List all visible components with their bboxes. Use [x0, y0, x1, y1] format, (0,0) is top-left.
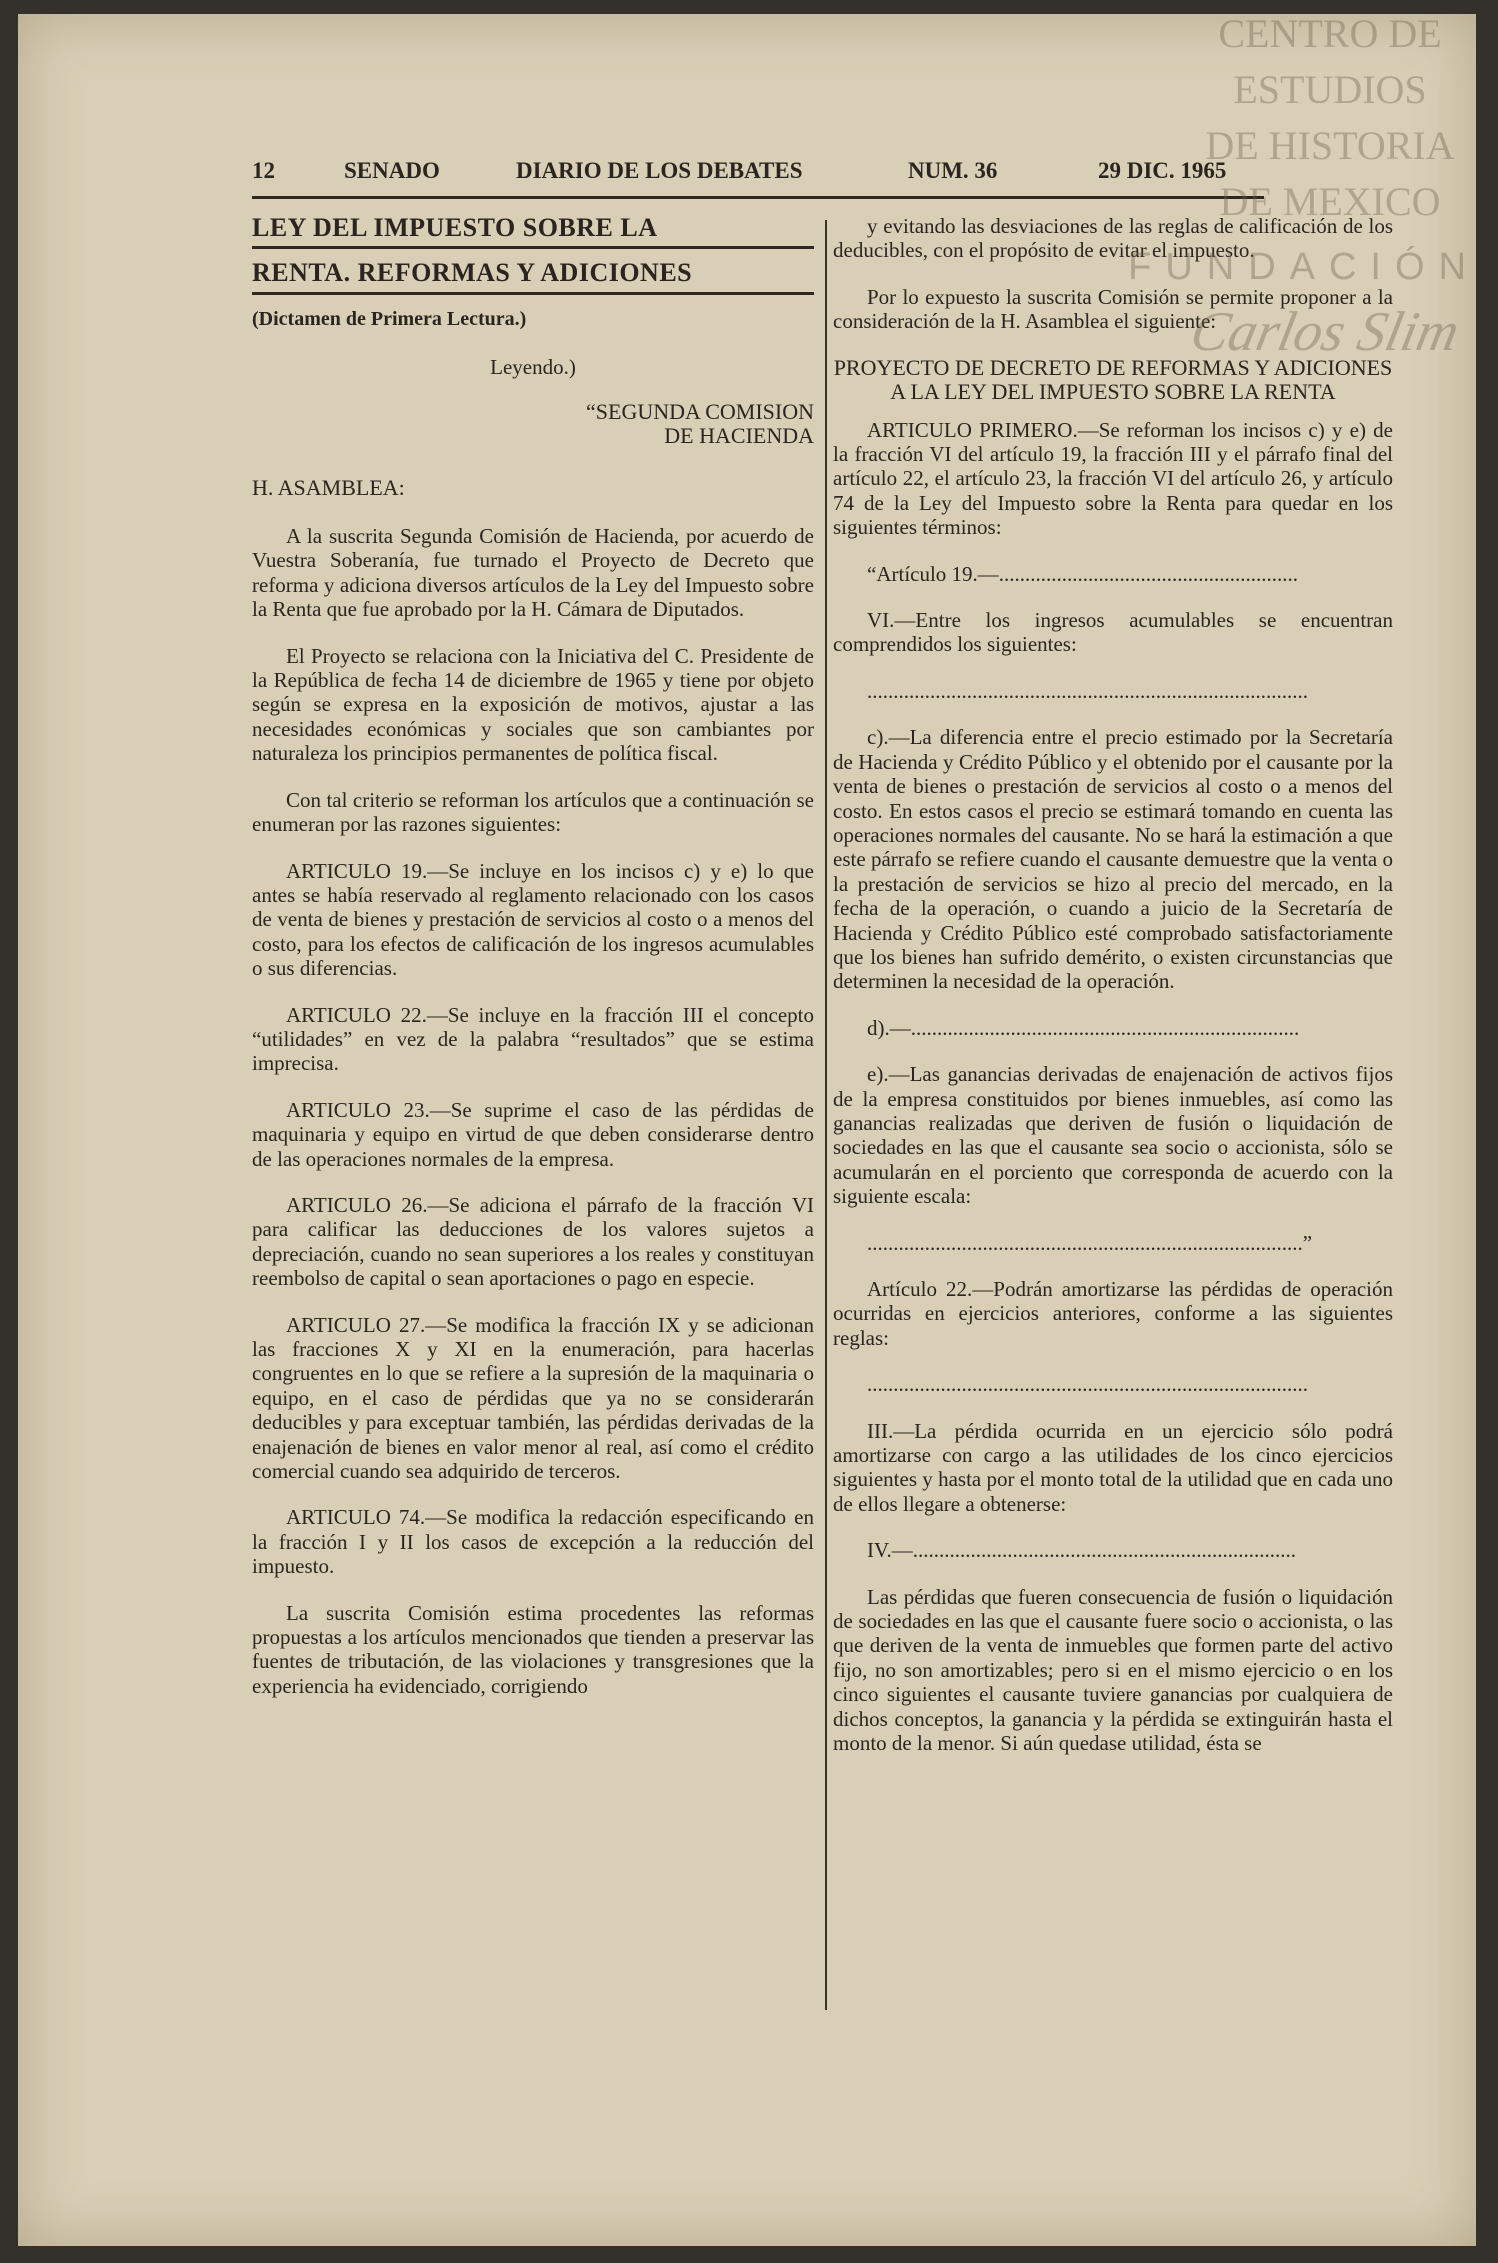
commission-line-1: “SEGUNDA COMISION: [586, 398, 814, 424]
paragraph: La suscrita Comisión estima procedentes las reformas propuestas a los artículos mencionados que tienden a preservar las fuentes de tributación, de las violaciones y transgresiones que la experiencia ha evidenciado, corrigiendo: [252, 1600, 814, 1698]
paragraph: Por lo expuesto la suscrita Comisión se permite proponer a la consideración de la H. Asamblea el siguiente:: [833, 284, 1393, 334]
column-divider: [825, 220, 827, 2010]
article-title-line-2: RENTA. REFORMAS Y ADICIONES: [252, 259, 814, 294]
reading-note: Leyendo.): [490, 355, 576, 380]
paragraph: IV.—.........................................................................: [867, 1538, 1296, 1563]
paragraph: ...................................................................................”: [867, 1230, 1313, 1255]
paragraph: c).—La diferencia entre el precio estimado por la Secretaría de Hacienda y Crédito Público y el obtenido por el causante por la venta de bienes o prestación de servicios al costo o a menos del costo. En estos casos el precio se estimará tomando en cuenta las operaciones normales del causante. No se hará la estimación a que este párrafo se refiere cuando el causante demuestre que la venta o la prestación de servicios se hizo al precio del mercado, en la fecha de la operación, o cuando a juicio de la Secretaría de Hacienda y Crédito Público esté comprobado satisfactoriamente que los bienes han sufrido demérito, o existen circunstancias que determinen la necesidad de la operación.: [833, 725, 1393, 994]
watermark-line: DE HISTORIA: [1205, 123, 1455, 168]
right-column: [833, 214, 1393, 1778]
paragraph: ARTICULO 27.—Se modifica la fracción IX y se adicionan las fracciones X y XI en la enumeración, para hacerlas congruentes en lo que se refiere a la supresión de la maquinaria o equipo, en el caso de pérdidas que ya no se considerarán deducibles y para exceptuar también, las pérdidas derivadas de la enajenación de bienes en valor menor al real, así como el crédito comercial cuando sea adquirido de terceros.: [252, 1312, 814, 1484]
page-number: 12: [252, 158, 275, 183]
paragraph: ARTICULO 26.—Se adiciona el párrafo de la fracción VI para calificar las deducciones de los valores sujetos a depreciación, cuando no sean superiores a los reales y constituyan reembolso de capital o sean aportaciones o pago en especie.: [252, 1192, 814, 1291]
paragraph: ....................................................................................: [867, 1372, 1308, 1397]
watermark-line: CENTRO DE: [1218, 11, 1442, 56]
paragraph: d).—..........................................................................: [867, 1015, 1300, 1040]
paragraph: ARTICULO PRIMERO.—Se reforman los incisos c) y e) de la fracción VI del artículo 19, la fracción III y el párrafo final del artículo 22, el artículo 23, la fracción VI del artículo 26, y artículo 74 de la Ley del Impuesto sobre la Renta para quedar en los siguientes términos:: [833, 417, 1393, 540]
header-rule: [252, 196, 1264, 199]
paragraph: A la suscrita Segunda Comisión de Hacienda, por acuerdo de Vuestra Soberanía, fue turnado el Proyecto de Decreto que reforma y adiciona diversos artículos de la Ley del Impuesto sobre la Renta que fue aprobado por la H. Cámara de Diputados.: [252, 524, 814, 622]
watermark-foundation: FUNDACIÓN: [1128, 246, 1480, 288]
publication-name: DIARIO DE LOS DEBATES: [516, 158, 803, 183]
page-header: [252, 158, 1272, 192]
paragraph: Con tal criterio se reforman los artículos que a continuación se enumeran por las razones siguientes:: [252, 787, 814, 837]
paragraph: y evitando las desviaciones de las reglas de calificación de los deducibles, con el propósito de evitar el impuesto.: [833, 214, 1393, 263]
issue-number: NUM. 36: [908, 158, 998, 183]
right-paragraphs: [833, 418, 1393, 1756]
paragraph: ARTICULO 19.—Se incluye en los incisos c) y e) lo que antes se había reservado al reglamento relacionado con los casos de venta de bienes y prestación de servicios al costo o a menos del costo, para los efectos de calificación de los ingresos acumulables o sus diferencias.: [252, 858, 814, 981]
article-subtitle: (Dictamen de Primera Lectura.): [252, 307, 527, 330]
salutation: H. ASAMBLEA:: [252, 474, 405, 500]
paragraph: ARTICULO 74.—Se modifica la redacción especificando en la fracción I y II los casos de excepción a la reducción del impuesto.: [252, 1505, 814, 1579]
paragraph: ARTICULO 23.—Se suprime el caso de las pérdidas de maquinaria y equipo en virtud de que deben considerarse dentro de las operaciones normales de la empresa.: [252, 1097, 814, 1171]
paragraph: e).—Las ganancias derivadas de enajenación de activos fijos de la empresa constituidos por bienes inmuebles, así como las ganancias realizadas que deriven de fusión o liquidación de sociedades en las que el causante sea socio o accionista, sólo se acumularán en el porciento que corresponda de acuerdo con la siguiente escala:: [833, 1062, 1393, 1209]
paragraph: ARTICULO 22.—Se incluye en la fracción III el concepto “utilidades” en vez de la palabra “resultados” que se estima imprecisa.: [252, 1002, 814, 1076]
paragraph: Artículo 22.—Podrán amortizarse las pérdidas de operación ocurridas en ejercicios anteriores, conforme a las siguientes reglas:: [833, 1277, 1393, 1350]
commission-line-2: DE HACIENDA: [664, 422, 814, 448]
watermark-line: ESTUDIOS: [1233, 67, 1427, 112]
article-title-line-1: LEY DEL IMPUESTO SOBRE LA: [252, 214, 814, 249]
watermark-institution: [1180, 6, 1480, 230]
paragraph: III.—La pérdida ocurrida en un ejercicio sólo podrá amortizarse con cargo a las utilidades de los cinco ejercicios siguientes y hasta por el monto total de la utilidad que en cada uno de ellos llegare a obtenerse:: [833, 1418, 1393, 1516]
paragraph: El Proyecto se relaciona con la Iniciativa del C. Presidente de la República de fecha 14 de diciembre de 1965 y tiene por objeto según se expresa en la exposición de motivos, ajustar a las necesidades económicas y sociales que son cambiantes por naturaleza los principios permanentes de política fiscal.: [252, 643, 814, 766]
left-paragraphs: [252, 524, 814, 1698]
chamber-name: SENADO: [344, 158, 440, 183]
paragraph: Las pérdidas que fueren consecuencia de fusión o liquidación de sociedades en las que el causante fuere socio o accionista, o las que deriven de la venta de inmuebles que formen parte del activo fijo, no son amortizables; pero si en el mismo ejercicio o en los cinco siguientes el causante tuviere ganancias por cualquiera de dichos conceptos, la ganancia y la pérdida se extinguirán hasta el monto de la menor. Si aún quedase utilidad, ésta se: [833, 1584, 1393, 1756]
watermark-line: DE MEXICO: [1219, 179, 1441, 224]
paragraph: “Artículo 19.—.........................................................: [867, 561, 1299, 586]
left-column: [252, 214, 814, 1720]
decree-heading: PROYECTO DE DECRETO DE REFORMAS Y ADICIONES A LA LEY DEL IMPUESTO SOBRE LA RENTA: [833, 354, 1393, 404]
commission-heading: [252, 400, 814, 448]
paragraph: VI.—Entre los ingresos acumulables se encuentran comprendidos los siguientes:: [833, 608, 1393, 657]
issue-date: 29 DIC. 1965: [1098, 158, 1227, 183]
paragraph: ....................................................................................: [867, 678, 1308, 703]
watermark-signature: Carlos Slim: [1185, 301, 1465, 363]
